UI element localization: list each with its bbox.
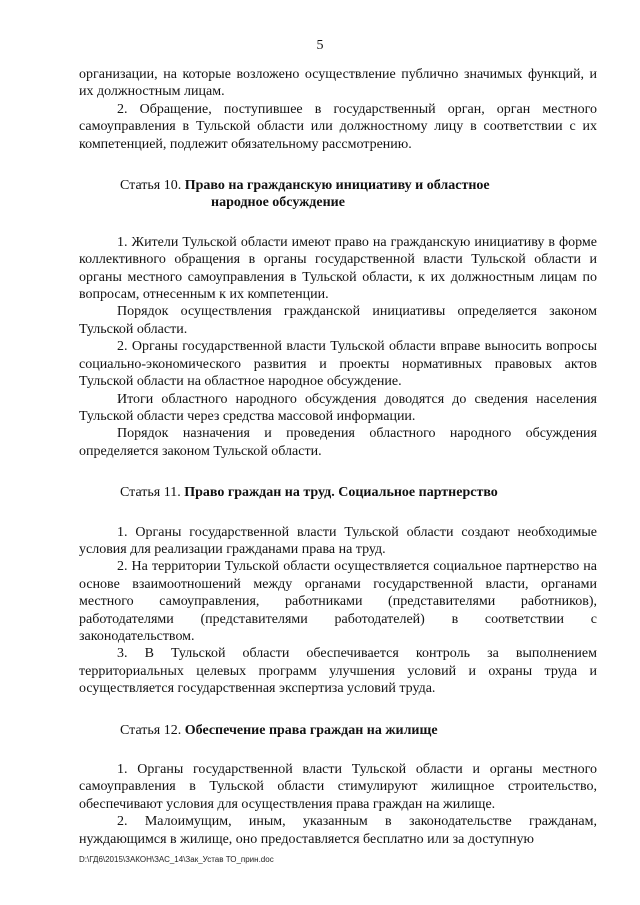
paragraph: Порядок назначения и проведения областного народного обсуждения определяется законом Тульской области. — [79, 426, 597, 459]
article-title: Право на гражданскую инициативу и областное — [184, 178, 490, 194]
article-11-heading — [79, 484, 597, 501]
article-title-continued: народное обсуждение — [211, 195, 345, 211]
paragraph: 2. Органы государственной власти Тульской области вправе выносить вопросы социально-экономического развития и проекты нормативных правовых актов Тульской области на областное народное обсуждение. — [79, 339, 597, 390]
article-label: Статья 11. — [120, 485, 185, 501]
article-10-heading — [79, 177, 597, 212]
paragraph: 2. На территории Тульской области осуществляется социальное партнерство на основе взаимоотношений между органами государственной власти, органами местного самоуправления, работниками (представителями работников), работодателями (представителями работодателей) в соответствии с законодательством. — [79, 559, 597, 644]
article-label: Статья 10. — [120, 178, 185, 194]
article-title: Обеспечение права граждан на жилище — [184, 722, 438, 738]
paragraph: Итоги областного народного обсуждения доводятся до сведения населения Тульской области через средства массовой информации. — [79, 391, 597, 424]
footer-file-path: D:\ГД6\2015\ЗАКОН\ЗАС_14\Зак_Устав ТО_прин.doc — [79, 855, 274, 864]
paragraph: Порядок осуществления гражданской инициативы определяется законом Тульской области. — [79, 304, 597, 337]
paragraph: 2. Обращение, поступившее в государственный орган, орган местного самоуправления в Тульской области или должностному лицу в соответствии с их компетенцией, подлежит обязательному рассмотрению. — [79, 101, 597, 152]
paragraph: 3. В Тульской области обеспечивается контроль за выполнением территориальных целевых программ улучшения условий и охраны труда и осуществляется государственная экспертиза условий труда. — [79, 646, 597, 697]
page-number: 5 — [316, 38, 324, 53]
paragraph: 2. Малоимущим, иным, указанным в законодательстве гражданам, нуждающимся в жилище, оно предоставляется бесплатно или за доступную — [79, 814, 597, 847]
paragraph: 1. Органы государственной власти Тульской области и органы местного самоуправления в Тульской области стимулируют жилищное строительство, обеспечивают условия для осуществления права граждан на жилище. — [79, 762, 597, 812]
article-12-heading — [79, 722, 597, 739]
paragraph: организации, на которые возложено осуществление публично значимых функций, и их должностным лицам. — [79, 67, 597, 100]
document-body — [79, 66, 597, 848]
article-label: Статья 12. — [120, 722, 185, 738]
paragraph: 1. Жители Тульской области имеют право на гражданскую инициативу в форме коллективного обращения в органы государственной власти Тульской области и органы местного самоуправления в Тульской области, к их должностным лицам по вопросам, отнесенным к их компетенции. — [79, 234, 597, 303]
paragraph: 1. Органы государственной власти Тульской области создают необходимые условия для реализации гражданами права на труд. — [79, 524, 597, 557]
article-title: Право граждан на труд. Социальное партнерство — [184, 485, 498, 501]
